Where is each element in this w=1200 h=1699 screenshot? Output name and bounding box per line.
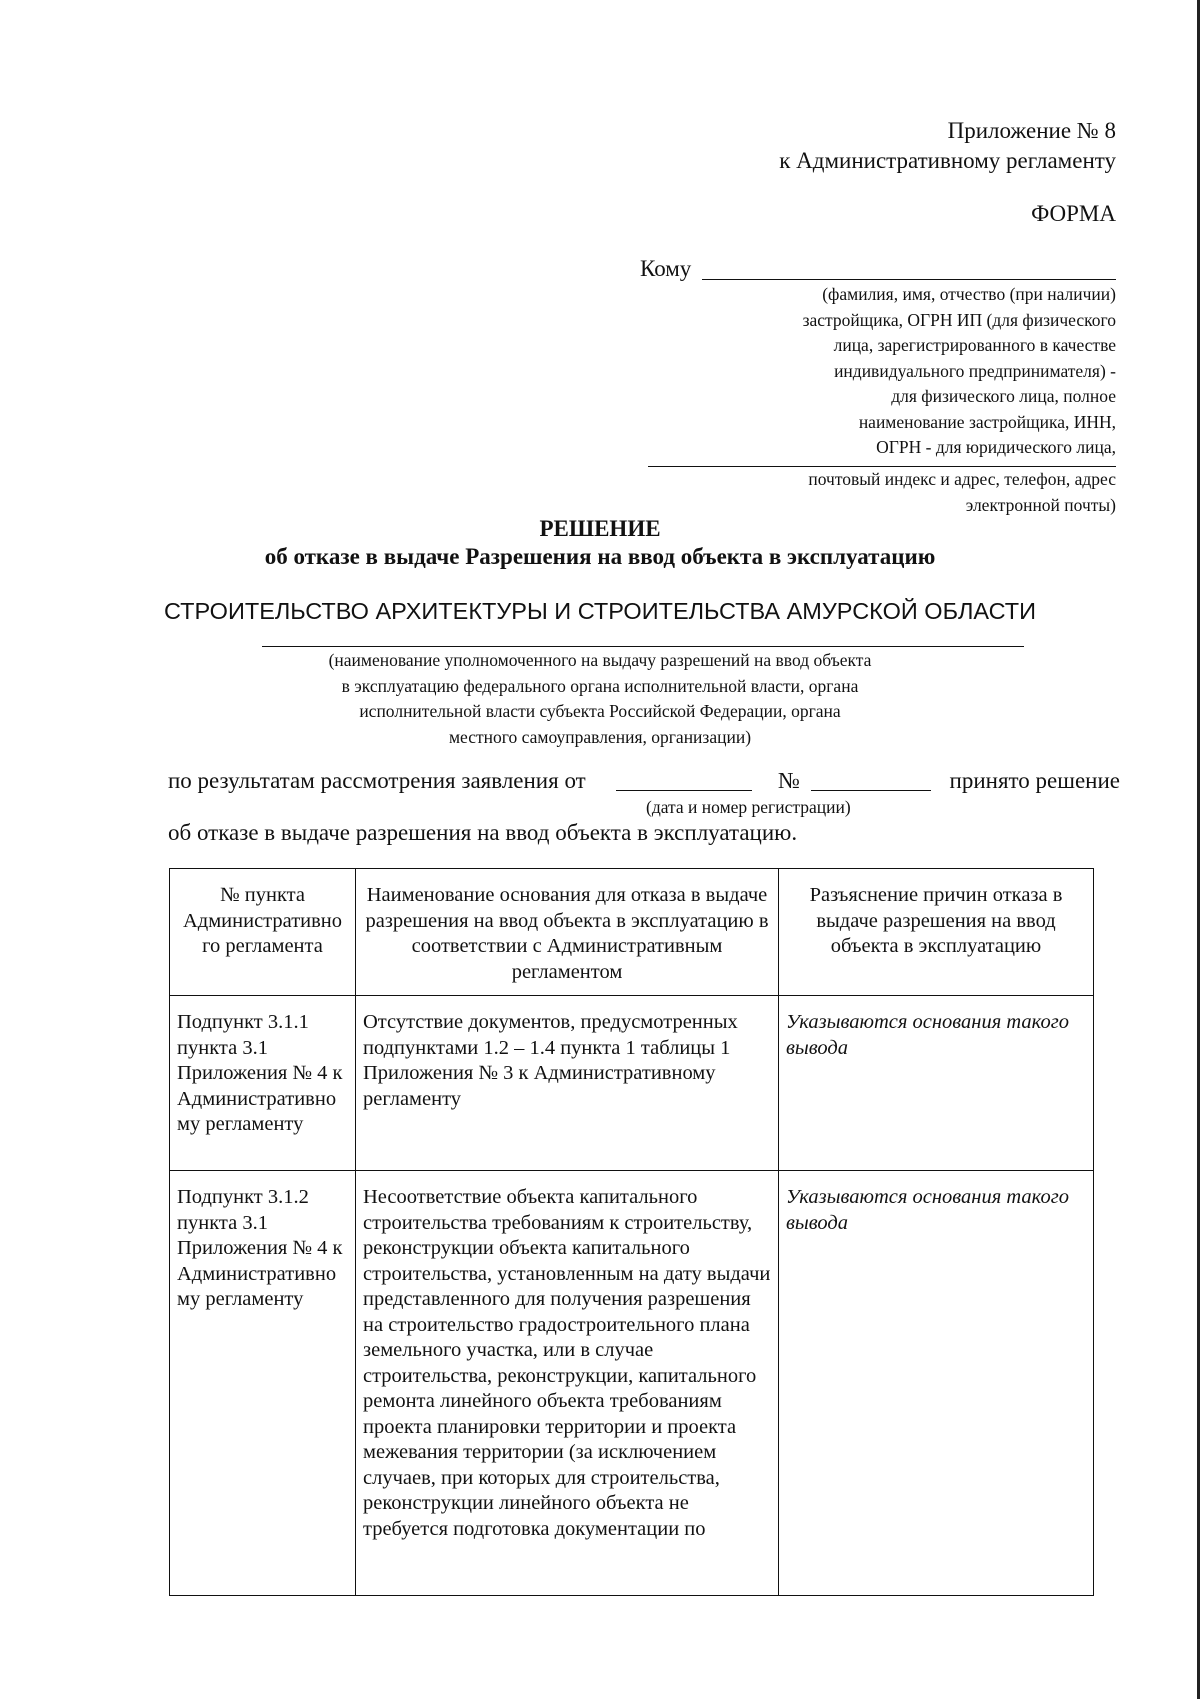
decision-suffix: принято решение <box>949 768 1120 793</box>
recipient-note-line: для физического лица, полное <box>891 386 1116 406</box>
reason-cell: Отсутствие документов, предусмотренных подпунктами 1.2 – 1.4 пункта 1 таблицы 1 Приложения № 3 к Административному регламенту <box>356 996 779 1171</box>
header-block <box>779 116 1116 176</box>
address-note <box>808 467 1116 518</box>
recipient-note-line: индивидуального предпринимателя) - <box>834 360 1116 381</box>
recipient-label: Кому <box>640 256 692 281</box>
table-row <box>170 996 1094 1171</box>
header-explanation: Разъяснение причин отказа в выдаче разрешения на ввод объекта в эксплуатацию <box>779 869 1094 996</box>
explanation-cell: Указываются основания такого вывода <box>779 1171 1094 1596</box>
appendix-number: Приложение № 8 <box>947 118 1116 143</box>
clause-cell: Подпункт 3.1.2 пункта 3.1 Приложения № 4 к Административно му регламенту <box>170 1171 356 1596</box>
explanation-cell: Указываются основания такого вывода <box>779 996 1094 1171</box>
recipient-note-line: застройщика, ОГРН ИП (для физического <box>802 309 1116 330</box>
address-note-line: почтовый индекс и адрес, телефон, адрес <box>808 469 1116 489</box>
regulation-reference: к Административному регламенту <box>779 148 1116 173</box>
decision-continuation: об отказе в выдаче разрешения на ввод объекта в эксплуатацию. <box>168 820 798 845</box>
address-note-line: электронной почты) <box>965 494 1116 515</box>
header-reason: Наименование основания для отказа в выдаче разрешения на ввод объекта в эксплуатацию в соответствии с Административным регламентом <box>356 869 779 996</box>
authority-line <box>262 646 1024 647</box>
date-number-note: (дата и номер регистрации) <box>646 797 851 817</box>
recipient-note <box>803 282 1116 461</box>
authority-name: СТРОИТЕЛЬСТВО АРХИТЕКТУРЫ И СТРОИТЕЛЬСТВА АМУРСКОЙ ОБЛАСТИ <box>163 598 1037 624</box>
decision-prefix: по результатам рассмотрения заявления от <box>168 768 586 793</box>
document-subtitle: об отказе в выдаче Разрешения на ввод объекта в эксплуатацию <box>264 544 936 569</box>
header-clause: № пункта Административно го регламента <box>170 869 356 996</box>
authority-note-line: (наименование уполномоченного на выдачу разрешений на ввод объекта <box>328 650 872 670</box>
refusal-reasons-table <box>169 868 1094 1596</box>
recipient-note-line: лица, зарегистрированного в качестве <box>833 335 1116 355</box>
clause-cell: Подпункт 3.1.1 пункта 3.1 Приложения № 4 к Административно му регламенту <box>170 996 356 1171</box>
recipient-note-line: ОГРН - для юридического лица, <box>876 437 1116 457</box>
document-title: РЕШЕНИЕ <box>539 516 661 541</box>
table-header-row <box>170 869 1094 996</box>
number-sign: № <box>778 768 800 793</box>
authority-note-line: исполнительной власти субъекта Российской Федерации, органа <box>359 701 841 721</box>
recipient-note-line: наименование застройщика, ИНН, <box>858 411 1116 432</box>
authority-note-line: местного самоуправления, организации) <box>448 726 752 747</box>
form-label: ФОРМА <box>1031 201 1116 226</box>
recipient-note-line: (фамилия, имя, отчество (при наличии) <box>822 284 1116 304</box>
authority-note-line: в эксплуатацию федерального органа исполнительной власти, органа <box>341 675 859 696</box>
recipient-name-line <box>702 279 1116 280</box>
authority-note <box>0 648 1200 750</box>
table-row <box>170 1171 1094 1596</box>
decision-line <box>168 766 1120 798</box>
reason-cell: Несоответствие объекта капитального строительства требованиям к строительству, реконструкции объекта капитального строительства, установленным на дату выдачи представленного для получения разрешения на строительство градостроительного плана земельного участка, или в случае строительства, реконструкции, капитального ремонта линейного объекта требованиям проекта планировки территории и проекта межевания территории (за исключением случаев, при которых для строительства, реконструкции линейного объекта не требуется подготовка документации по <box>356 1171 779 1596</box>
